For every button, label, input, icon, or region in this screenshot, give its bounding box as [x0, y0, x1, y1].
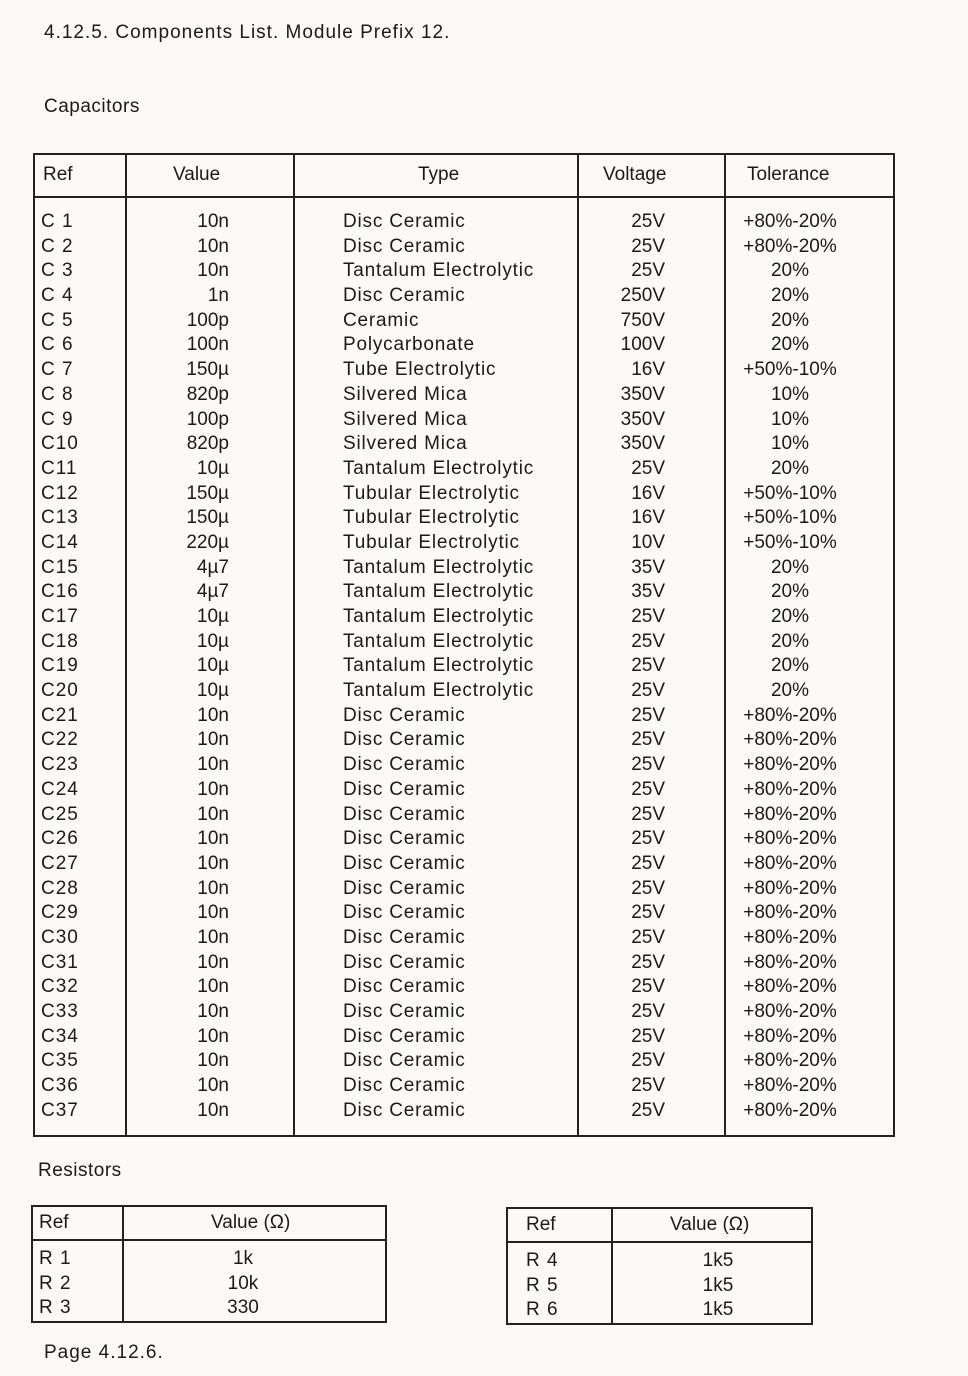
cell-type: Disc Ceramic — [343, 1025, 466, 1047]
table-row — [35, 506, 893, 531]
table-row — [35, 1025, 893, 1050]
cell-ref: C17 — [41, 606, 79, 627]
cell-value: 10µ — [196, 457, 229, 479]
capacitors-table-header — [35, 155, 893, 198]
cell-tolerance: +80%-20% — [743, 852, 837, 874]
table-row — [33, 1272, 385, 1297]
cell-type: Silvered Mica — [343, 383, 468, 405]
resistors-left-header — [33, 1207, 385, 1241]
cell-voltage: 25V — [631, 457, 665, 479]
cell-value: 10n — [197, 828, 229, 850]
table-row — [35, 235, 893, 260]
cell-ref: C34 — [41, 1025, 79, 1047]
cell-voltage: 350V — [620, 408, 665, 430]
cell-ref: C 9 — [41, 408, 74, 430]
resistors-left-body — [33, 1247, 385, 1321]
cell-voltage: 350V — [620, 383, 665, 405]
cell-type: Disc Ceramic — [343, 1050, 466, 1072]
cell-tolerance: +80%-20% — [743, 803, 837, 825]
cell-ref: C11 — [41, 457, 78, 479]
cell-voltage: 25V — [631, 704, 665, 726]
cell-tolerance: +80%-20% — [743, 877, 837, 899]
cell-tolerance: +80%-20% — [743, 976, 837, 998]
cell-value: 10µ — [196, 630, 229, 652]
cell-voltage: 25V — [631, 1025, 665, 1047]
cell-type: Disc Ceramic — [343, 1001, 466, 1022]
table-row — [35, 778, 893, 803]
cell-value: 820p — [186, 433, 229, 455]
cell-value: 10n — [197, 1099, 229, 1121]
cell-type: Disc Ceramic — [343, 235, 466, 257]
cell-voltage: 25V — [631, 211, 665, 232]
cell-ref: C 2 — [41, 235, 74, 257]
cell-tolerance: +80%-20% — [743, 1050, 837, 1072]
table-row — [35, 951, 893, 976]
cell-voltage: 25V — [631, 655, 665, 677]
cell-tolerance: +80%-20% — [743, 1075, 837, 1097]
cell-tolerance: +80%-20% — [743, 828, 837, 850]
table-row — [35, 457, 893, 482]
cell-tolerance: +50%-10% — [743, 531, 837, 553]
cell-type: Disc Ceramic — [343, 852, 466, 874]
cell-ref: C13 — [41, 507, 79, 529]
cell-voltage: 250V — [620, 285, 665, 307]
cell-value: 10n — [197, 211, 229, 232]
cell-voltage: 25V — [631, 630, 665, 652]
cell-tolerance: 20% — [770, 556, 810, 578]
cell-type: Silvered Mica — [343, 433, 468, 455]
cell-voltage: 25V — [631, 680, 665, 702]
cell-value: 10n — [197, 951, 229, 973]
table-row — [33, 1247, 385, 1272]
cell-type: Polycarbonate — [343, 334, 475, 356]
table-row — [35, 753, 893, 778]
cell-tolerance: +80%-20% — [743, 704, 837, 726]
cell-ref: C35 — [41, 1050, 79, 1072]
cell-value: 10n — [197, 729, 229, 751]
cell-tolerance: +50%-10% — [743, 507, 837, 529]
table-row — [35, 432, 893, 457]
capacitors-title: Capacitors — [44, 96, 140, 117]
cell-type: Tantalum Electrolytic — [343, 655, 535, 677]
table-row — [35, 803, 893, 828]
table-row — [33, 1296, 385, 1321]
cell-ref: C 7 — [41, 359, 74, 381]
table-row — [35, 482, 893, 507]
table-row — [35, 926, 893, 951]
cell-voltage: 100V — [620, 334, 665, 356]
header-value: Value (Ω) — [670, 1214, 750, 1235]
header-ref: Ref — [39, 1212, 69, 1233]
cell-voltage: 25V — [631, 1001, 665, 1022]
cell-type: Disc Ceramic — [343, 729, 466, 751]
table-row — [35, 556, 893, 581]
cell-ref: C 5 — [41, 309, 74, 331]
cell-tolerance: +80%-20% — [743, 951, 837, 973]
cell-type: Silvered Mica — [343, 408, 468, 430]
cell-tolerance: +80%-20% — [743, 902, 837, 924]
cell-voltage: 25V — [631, 1075, 665, 1097]
cell-type: Disc Ceramic — [343, 976, 466, 998]
cell-tolerance: 10% — [770, 433, 810, 455]
capacitors-table — [33, 153, 895, 1137]
cell-voltage: 25V — [631, 976, 665, 998]
header-value: Value (Ω) — [211, 1212, 291, 1233]
cell-type: Tantalum Electrolytic — [343, 581, 535, 603]
cell-voltage: 25V — [631, 778, 665, 800]
cell-ref: C10 — [41, 433, 79, 455]
header-value: Value — [173, 164, 221, 185]
cell-tolerance: +50%-10% — [743, 482, 837, 504]
cell-type: Tubular Electrolytic — [343, 507, 520, 529]
cell-voltage: 25V — [631, 852, 665, 874]
cell-tolerance: 20% — [770, 630, 810, 652]
cell-tolerance: +80%-20% — [743, 1001, 837, 1022]
cell-tolerance: +80%-20% — [743, 1025, 837, 1047]
cell-voltage: 25V — [631, 902, 665, 924]
cell-ref: C 3 — [41, 260, 74, 282]
cell-ref: C16 — [41, 581, 79, 603]
table-row — [508, 1249, 811, 1274]
cell-value: 10n — [197, 877, 229, 899]
cell-ref: R 1 — [39, 1248, 72, 1269]
cell-type: Tantalum Electrolytic — [343, 630, 535, 652]
cell-value: 10n — [197, 1075, 229, 1097]
cell-ref: C23 — [41, 754, 79, 776]
cell-type: Disc Ceramic — [343, 902, 466, 924]
table-row — [35, 630, 893, 655]
cell-type: Disc Ceramic — [343, 754, 466, 776]
cell-voltage: 10V — [631, 531, 665, 553]
cell-ref: C12 — [41, 482, 79, 504]
cell-ref: C36 — [41, 1075, 79, 1097]
cell-type: Disc Ceramic — [343, 877, 466, 899]
table-row — [35, 383, 893, 408]
cell-ref: C 6 — [41, 334, 74, 356]
cell-ref: R 6 — [526, 1299, 559, 1320]
header-tolerance: Tolerance — [747, 164, 830, 185]
cell-voltage: 25V — [631, 803, 665, 825]
header-ref: Ref — [43, 164, 73, 185]
header-ref: Ref — [526, 1214, 556, 1235]
cell-voltage: 25V — [631, 1050, 665, 1072]
cell-voltage: 25V — [631, 877, 665, 899]
resistors-right-header — [508, 1209, 811, 1243]
table-row — [35, 531, 893, 556]
cell-tolerance: +80%-20% — [743, 1099, 837, 1121]
table-row — [35, 408, 893, 433]
cell-value: 10n — [197, 1001, 229, 1022]
cell-ref: C25 — [41, 803, 79, 825]
cell-tolerance: 20% — [770, 457, 810, 479]
table-row — [35, 259, 893, 284]
cell-ref: C27 — [41, 852, 79, 874]
cell-tolerance: +80%-20% — [743, 754, 837, 776]
table-row — [35, 210, 893, 235]
cell-type: Tantalum Electrolytic — [343, 457, 535, 479]
cell-voltage: 25V — [631, 828, 665, 850]
cell-ref: C 4 — [41, 285, 74, 307]
cell-voltage: 16V — [631, 507, 665, 529]
cell-type: Tantalum Electrolytic — [343, 556, 535, 578]
capacitors-table-body — [35, 210, 893, 1123]
cell-value: 10n — [197, 754, 229, 776]
table-row — [35, 309, 893, 334]
cell-ref: C30 — [41, 926, 79, 948]
resistors-table-left — [31, 1205, 387, 1323]
table-row — [35, 605, 893, 630]
cell-voltage: 750V — [620, 309, 665, 331]
cell-ref: C24 — [41, 778, 79, 800]
cell-ref: C33 — [41, 1001, 79, 1022]
cell-ref: C31 — [41, 951, 79, 973]
cell-tolerance: 20% — [770, 606, 810, 627]
cell-value: 10n — [197, 976, 229, 998]
table-row — [35, 358, 893, 383]
resistors-title: Resistors — [38, 1160, 122, 1181]
cell-ref: C18 — [41, 630, 79, 652]
cell-type: Disc Ceramic — [343, 211, 466, 232]
table-row — [35, 827, 893, 852]
cell-ref: C32 — [41, 976, 79, 998]
cell-ref: C19 — [41, 655, 79, 677]
table-row — [35, 1074, 893, 1099]
cell-type: Tantalum Electrolytic — [343, 680, 535, 702]
cell-type: Tantalum Electrolytic — [343, 606, 535, 627]
table-row — [35, 901, 893, 926]
cell-type: Disc Ceramic — [343, 1075, 466, 1097]
cell-value: 10n — [197, 235, 229, 257]
cell-ref: C14 — [41, 531, 79, 553]
cell-value: 10n — [197, 260, 229, 282]
cell-value: 150µ — [186, 482, 229, 504]
table-row — [35, 704, 893, 729]
cell-ref: C26 — [41, 828, 79, 850]
page-heading: 4.12.5. Components List. Module Prefix 12. — [44, 22, 451, 43]
cell-tolerance: +80%-20% — [743, 235, 837, 257]
cell-value: 4µ7 — [196, 581, 229, 603]
cell-value: 10n — [197, 1025, 229, 1047]
cell-value: 150µ — [186, 507, 229, 529]
table-row — [35, 728, 893, 753]
cell-type: Tubular Electrolytic — [343, 531, 520, 553]
page-number: Page 4.12.6. — [44, 1342, 164, 1363]
header-voltage: Voltage — [603, 164, 667, 185]
cell-ref: C15 — [41, 556, 79, 578]
table-row — [35, 1099, 893, 1124]
table-row — [35, 580, 893, 605]
cell-value: 1k5 — [702, 1250, 734, 1271]
table-row — [35, 852, 893, 877]
cell-voltage: 35V — [631, 556, 665, 578]
cell-voltage: 25V — [631, 1099, 665, 1121]
cell-value: 10n — [197, 902, 229, 924]
cell-value: 10µ — [196, 680, 229, 702]
cell-value: 150µ — [186, 359, 229, 381]
cell-voltage: 25V — [631, 729, 665, 751]
resistors-table-right — [506, 1207, 813, 1325]
cell-ref: R 4 — [526, 1250, 559, 1271]
cell-value: 10n — [197, 778, 229, 800]
cell-ref: C 1 — [41, 211, 74, 232]
cell-value: 220µ — [186, 531, 229, 553]
cell-value: 10n — [197, 1050, 229, 1072]
table-row — [35, 1049, 893, 1074]
cell-voltage: 350V — [620, 433, 665, 455]
table-row — [35, 654, 893, 679]
table-row — [35, 975, 893, 1000]
cell-voltage: 25V — [631, 606, 665, 627]
table-row — [35, 877, 893, 902]
resistors-right-body — [508, 1249, 811, 1323]
table-row — [508, 1298, 811, 1323]
cell-tolerance: 20% — [770, 285, 810, 307]
cell-type: Disc Ceramic — [343, 951, 466, 973]
cell-tolerance: +80%-20% — [743, 211, 837, 232]
cell-value: 10n — [197, 704, 229, 726]
cell-type: Disc Ceramic — [343, 803, 466, 825]
cell-value: 10n — [197, 852, 229, 874]
cell-type: Disc Ceramic — [343, 704, 466, 726]
cell-tolerance: 10% — [770, 383, 810, 405]
cell-value: 10n — [197, 926, 229, 948]
cell-ref: C21 — [41, 704, 79, 726]
cell-ref: R 2 — [39, 1272, 72, 1294]
cell-value: 1k5 — [702, 1299, 734, 1320]
table-row — [508, 1274, 811, 1299]
header-type: Type — [418, 164, 460, 185]
cell-ref: C28 — [41, 877, 79, 899]
cell-ref: C29 — [41, 902, 79, 924]
cell-value: 1n — [207, 285, 229, 307]
cell-value: 4µ7 — [196, 556, 229, 578]
cell-tolerance: +80%-20% — [743, 926, 837, 948]
cell-tolerance: 10% — [770, 408, 810, 430]
cell-type: Disc Ceramic — [343, 828, 466, 850]
cell-voltage: 25V — [631, 260, 665, 282]
cell-tolerance: +80%-20% — [743, 778, 837, 800]
cell-voltage: 25V — [631, 951, 665, 973]
cell-voltage: 25V — [631, 754, 665, 776]
cell-voltage: 16V — [631, 359, 665, 381]
cell-type: Disc Ceramic — [343, 285, 466, 307]
cell-tolerance: +80%-20% — [743, 729, 837, 751]
cell-value: 820p — [186, 383, 229, 405]
cell-value: 100p — [186, 408, 229, 430]
cell-tolerance: 20% — [770, 655, 810, 677]
cell-ref: C 8 — [41, 383, 74, 405]
cell-voltage: 25V — [631, 926, 665, 948]
cell-tolerance: 20% — [770, 334, 810, 356]
cell-value: 1k — [232, 1248, 254, 1269]
cell-value: 10µ — [196, 655, 229, 677]
cell-ref: C37 — [41, 1099, 79, 1121]
cell-type: Tube Electrolytic — [343, 359, 497, 381]
table-row — [35, 1000, 893, 1025]
cell-value: 100p — [186, 309, 229, 331]
cell-value: 100n — [186, 334, 229, 356]
cell-value: 10k — [227, 1272, 259, 1294]
cell-type: Disc Ceramic — [343, 926, 466, 948]
cell-type: Ceramic — [343, 309, 420, 331]
cell-ref: R 3 — [39, 1297, 72, 1318]
table-row — [35, 679, 893, 704]
cell-ref: C22 — [41, 729, 79, 751]
cell-ref: C20 — [41, 680, 79, 702]
table-row — [35, 284, 893, 309]
cell-tolerance: 20% — [770, 680, 810, 702]
table-row — [35, 333, 893, 358]
cell-voltage: 25V — [631, 235, 665, 257]
cell-value: 10n — [197, 803, 229, 825]
cell-voltage: 16V — [631, 482, 665, 504]
cell-value: 330 — [227, 1297, 259, 1318]
cell-tolerance: 20% — [770, 309, 810, 331]
cell-voltage: 35V — [631, 581, 665, 603]
cell-type: Disc Ceramic — [343, 1099, 466, 1121]
cell-type: Tubular Electrolytic — [343, 482, 520, 504]
cell-type: Disc Ceramic — [343, 778, 466, 800]
cell-value: 1k5 — [702, 1274, 734, 1296]
cell-tolerance: +50%-10% — [743, 359, 837, 381]
cell-tolerance: 20% — [770, 260, 810, 282]
cell-value: 10µ — [196, 606, 229, 627]
cell-ref: R 5 — [526, 1274, 559, 1296]
cell-tolerance: 20% — [770, 581, 810, 603]
cell-type: Tantalum Electrolytic — [343, 260, 535, 282]
